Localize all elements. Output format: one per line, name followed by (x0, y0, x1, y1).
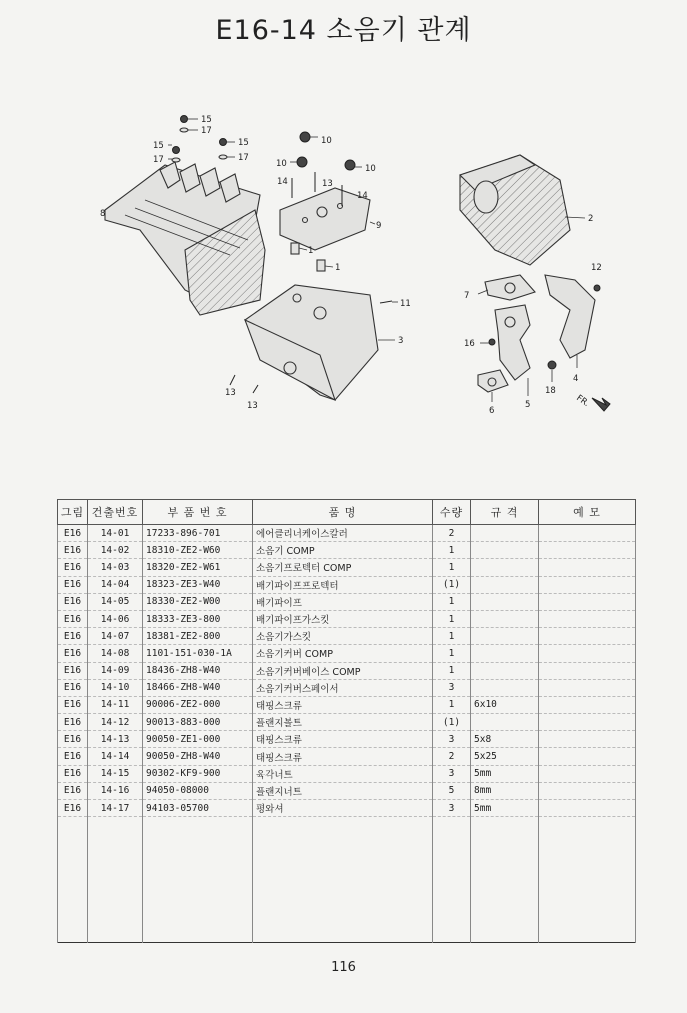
table-cell: 14-04 (88, 576, 143, 593)
table-cell: 배기파이프가스킷 (253, 610, 433, 627)
page-number: 116 (331, 960, 356, 975)
parts-table-body (58, 525, 636, 943)
table-cell: 3 (433, 679, 471, 696)
table-cell: 소음기커버베이스 COMP (253, 662, 433, 679)
table-cell (539, 610, 636, 627)
table-cell (539, 696, 636, 713)
parts-list-table (57, 499, 636, 943)
table-row (58, 696, 636, 713)
page-title: E16-14 소음기 관계 (215, 15, 472, 46)
table-cell: 18320-ZE2-W61 (143, 559, 253, 576)
table-cell (471, 525, 539, 542)
table-cell: 소음기커버스페이서 (253, 679, 433, 696)
table-cell: E16 (58, 679, 88, 696)
table-cell: 태핑스크류 (253, 748, 433, 765)
label-13: 13 (247, 401, 258, 411)
label-14: 14 (277, 177, 288, 187)
table-row (58, 593, 636, 610)
table-cell: 태핑스크류 (253, 731, 433, 748)
table-cell (539, 800, 636, 817)
table-cell (471, 628, 539, 645)
table-row (58, 800, 636, 817)
table-cell: (1) (433, 576, 471, 593)
table-cell: 14-16 (88, 782, 143, 799)
table-cell: E16 (58, 576, 88, 593)
table-cell: 8mm (471, 782, 539, 799)
table-cell (88, 817, 143, 943)
table-cell: 14-13 (88, 731, 143, 748)
table-cell: E16 (58, 593, 88, 610)
label-4: 4 (573, 374, 579, 384)
table-cell (471, 593, 539, 610)
table-cell (539, 662, 636, 679)
table-cell (539, 714, 636, 731)
table-cell (539, 731, 636, 748)
table-cell (471, 679, 539, 696)
table-cell: 14-17 (88, 800, 143, 817)
table-row (58, 542, 636, 559)
table-cell: 배기파이프 (253, 593, 433, 610)
label-15: 15 (201, 115, 212, 125)
cover-base-part (280, 132, 375, 271)
label-17: 17 (238, 153, 249, 163)
label-1: 1 (335, 263, 341, 273)
table-row (58, 782, 636, 799)
table-cell: 플랜지너트 (253, 782, 433, 799)
table-cell: 3 (433, 800, 471, 817)
label-2: 2 (588, 214, 594, 224)
table-cell: 18330-ZE2-W00 (143, 593, 253, 610)
table-cell: 1 (433, 542, 471, 559)
column-header-part-no: 부 품 번 호 (143, 500, 253, 525)
label-5: 5 (525, 400, 531, 410)
table-cell: 14-01 (88, 525, 143, 542)
table-cell: E16 (58, 800, 88, 817)
table-row (58, 559, 636, 576)
table-cell: 육각너트 (253, 765, 433, 782)
table-cell (539, 628, 636, 645)
table-cell: 플랜지볼트 (253, 714, 433, 731)
table-cell: 소음기 COMP (253, 542, 433, 559)
table-cell: 소음기가스킷 (253, 628, 433, 645)
label-14: 14 (357, 191, 368, 201)
table-cell: E16 (58, 714, 88, 731)
label-17: 17 (201, 126, 212, 136)
table-row (58, 679, 636, 696)
table-cell: 배기파이프프로텍터 (253, 576, 433, 593)
table-cell: 1 (433, 610, 471, 627)
table-cell: 14-06 (88, 610, 143, 627)
table-cell (471, 817, 539, 943)
table-cell: E16 (58, 525, 88, 542)
label-1: 1 (308, 246, 314, 256)
table-cell: E16 (58, 559, 88, 576)
column-header-remarks: 예 모 (539, 500, 636, 525)
table-cell (58, 817, 88, 943)
table-cell: 5x25 (471, 748, 539, 765)
table-cell (539, 817, 636, 943)
table-cell: 17233-896-701 (143, 525, 253, 542)
label-10: 10 (365, 164, 376, 174)
table-cell: 1 (433, 662, 471, 679)
table-cell: E16 (58, 542, 88, 559)
label-10: 10 (276, 159, 287, 169)
table-cell (539, 679, 636, 696)
table-cell: 3 (433, 765, 471, 782)
table-cell: 14-05 (88, 593, 143, 610)
table-cell: 5mm (471, 800, 539, 817)
table-row (58, 610, 636, 627)
table-cell (539, 782, 636, 799)
column-header-spec: 규 격 (471, 500, 539, 525)
table-cell: 18381-ZE2-800 (143, 628, 253, 645)
table-cell (143, 817, 253, 943)
table-cell: (1) (433, 714, 471, 731)
table-cell (539, 748, 636, 765)
table-cell: 에어클리너케이스칼러 (253, 525, 433, 542)
table-cell (253, 817, 433, 943)
table-cell: 14-12 (88, 714, 143, 731)
table-cell: 5x8 (471, 731, 539, 748)
table-cell: 90013-883-000 (143, 714, 253, 731)
table-cell: 14-14 (88, 748, 143, 765)
table-cell: 18323-ZE3-W40 (143, 576, 253, 593)
table-empty-row (58, 817, 636, 943)
table-row (58, 731, 636, 748)
table-cell (471, 610, 539, 627)
label-13: 13 (322, 179, 333, 189)
table-cell: 평와셔 (253, 800, 433, 817)
table-row (58, 645, 636, 662)
table-cell: 14-09 (88, 662, 143, 679)
table-cell (539, 559, 636, 576)
muffler-protector-part (230, 285, 398, 400)
label-15: 15 (238, 138, 249, 148)
table-row (58, 662, 636, 679)
table-row (58, 765, 636, 782)
table-cell: E16 (58, 765, 88, 782)
table-cell: E16 (58, 696, 88, 713)
table-cell: 1101-151-030-1A (143, 645, 253, 662)
table-cell (433, 817, 471, 943)
table-cell: 5mm (471, 765, 539, 782)
table-cell (471, 576, 539, 593)
column-header-qty: 수량 (433, 500, 471, 525)
table-cell: 18333-ZE3-800 (143, 610, 253, 627)
label-18: 18 (545, 386, 556, 396)
label-16: 16 (464, 339, 475, 349)
table-cell: E16 (58, 610, 88, 627)
diagram-svg (80, 100, 640, 430)
table-cell: 1 (433, 628, 471, 645)
table-cell: 1 (433, 645, 471, 662)
table-row (58, 628, 636, 645)
table-cell: 소음기프로텍터 COMP (253, 559, 433, 576)
table-cell: 94103-05700 (143, 800, 253, 817)
muffler-cover-part (105, 162, 265, 315)
table-cell: 90050-ZE1-000 (143, 731, 253, 748)
front-arrow-icon (592, 398, 610, 411)
table-cell: 14-11 (88, 696, 143, 713)
table-cell: 소음기커버 COMP (253, 645, 433, 662)
table-cell: 14-08 (88, 645, 143, 662)
table-cell: 14-02 (88, 542, 143, 559)
table-row (58, 714, 636, 731)
label-13: 13 (225, 388, 236, 398)
table-cell: 14-03 (88, 559, 143, 576)
table-cell: E16 (58, 628, 88, 645)
table-cell (539, 593, 636, 610)
table-cell (471, 542, 539, 559)
table-cell (471, 662, 539, 679)
table-cell (471, 559, 539, 576)
table-cell: 5 (433, 782, 471, 799)
label-8: 8 (100, 209, 106, 219)
column-header-figure: 그림 (58, 500, 88, 525)
table-cell: 1 (433, 559, 471, 576)
label-12: 12 (591, 263, 602, 273)
label-15: 15 (153, 141, 164, 151)
table-header-row (58, 500, 636, 525)
table-cell: 6x10 (471, 696, 539, 713)
table-cell (539, 576, 636, 593)
table-cell: 14-07 (88, 628, 143, 645)
table-cell: 94050-08000 (143, 782, 253, 799)
table-cell: 14-15 (88, 765, 143, 782)
table-cell: E16 (58, 782, 88, 799)
label-9: 9 (376, 221, 382, 231)
table-cell (539, 645, 636, 662)
label-7: 7 (464, 291, 470, 301)
exhaust-pipe-protector-part (545, 275, 600, 368)
table-row (58, 748, 636, 765)
column-header-part-name: 품 명 (253, 500, 433, 525)
table-cell: E16 (58, 731, 88, 748)
label-6: 6 (489, 406, 495, 416)
label-17: 17 (153, 155, 164, 165)
table-cell: 2 (433, 748, 471, 765)
table-cell (539, 542, 636, 559)
label-11: 11 (400, 299, 411, 309)
table-cell: 14-10 (88, 679, 143, 696)
front-label: FR. (574, 393, 591, 410)
table-cell (539, 765, 636, 782)
label-10: 10 (321, 136, 332, 146)
table-cell (471, 645, 539, 662)
table-cell: 18436-ZH8-W40 (143, 662, 253, 679)
exhaust-pipe-part (478, 275, 556, 402)
table-cell: 1 (433, 696, 471, 713)
table-cell: 90302-KF9-900 (143, 765, 253, 782)
table-cell: E16 (58, 748, 88, 765)
table-row (58, 576, 636, 593)
table-cell: 3 (433, 731, 471, 748)
table-cell: 18310-ZE2-W60 (143, 542, 253, 559)
table-cell: 1 (433, 593, 471, 610)
table-cell: 18466-ZH8-W40 (143, 679, 253, 696)
muffler-part (460, 155, 585, 265)
table-cell: 2 (433, 525, 471, 542)
table-cell: 태핑스크류 (253, 696, 433, 713)
table-cell: 90006-ZE2-000 (143, 696, 253, 713)
table-row (58, 525, 636, 542)
table-cell: E16 (58, 645, 88, 662)
column-header-ref-no: 건출번호 (88, 500, 143, 525)
table-cell: E16 (58, 662, 88, 679)
table-cell (471, 714, 539, 731)
label-3: 3 (398, 336, 404, 346)
table-cell: 90050-ZH8-W40 (143, 748, 253, 765)
table-cell (539, 525, 636, 542)
exploded-parts-diagram (80, 100, 640, 430)
